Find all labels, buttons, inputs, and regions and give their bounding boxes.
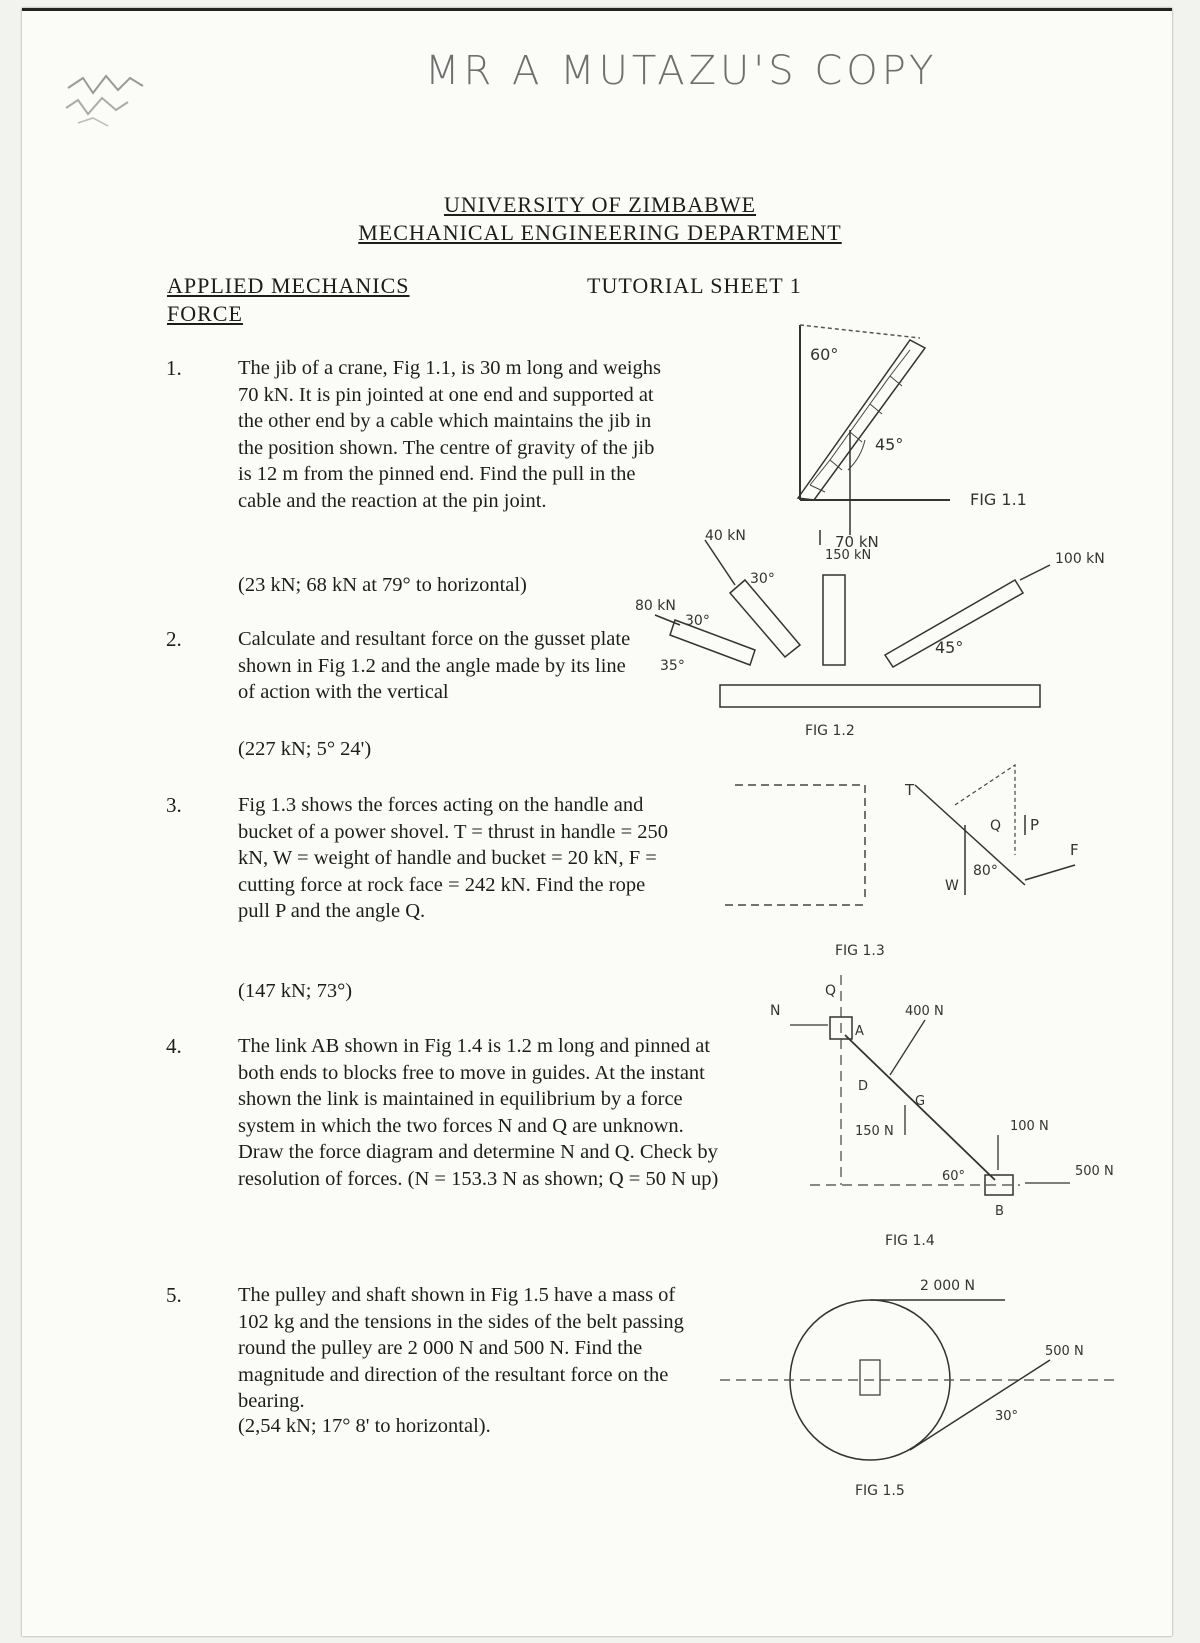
force-label: T	[905, 781, 915, 799]
question-number: 5.	[166, 1283, 182, 1307]
force-label: 40 kN	[705, 528, 746, 544]
topic-title: FORCE	[167, 301, 243, 326]
angle-label: 30°	[685, 613, 710, 629]
force-label: 2 000 N	[920, 1278, 976, 1294]
handle-line	[915, 785, 1025, 885]
question-number: 2.	[166, 627, 182, 651]
course-title: APPLIED MECHANICS	[167, 273, 410, 298]
angle-label: 60°	[942, 1169, 966, 1184]
figure-1-2-gusset-plate	[635, 525, 1135, 770]
figure-caption: FIG 1.4	[885, 1233, 935, 1249]
force-label: W	[945, 878, 959, 894]
force-label: N	[770, 1003, 781, 1019]
force-label: 400 N	[905, 1004, 944, 1019]
figure-caption: FIG 1.1	[970, 490, 1027, 509]
force-label: F	[1070, 841, 1079, 859]
question-text: Fig 1.3 shows the forces acting on the handle and bucket of a power shovel. T = thrust in handle = 250 kN, W = weight of handle and bucket = 20 kN, F = cutting force at rock face = 242 kN. Find the rope pull P and the angle Q.	[238, 794, 669, 923]
figure-1-5-pulley	[720, 1265, 1130, 1505]
figure-1-4-link	[770, 975, 1130, 1250]
angle-label: 45°	[935, 638, 964, 657]
question-text: The link AB shown in Fig 1.4 is 1.2 m long and pinned at both ends to blocks free to move in guides. At the instant shown the link is maintained in equilibrium by a force system in which the two forces N and Q are unknown. Draw the force diagram and determine N and Q. Check by resolution of forces. (N = 153.3 N as shown; Q = 50 N up)	[238, 1035, 719, 1190]
scribble-mark	[58, 48, 158, 133]
university-heading: UNIVERSITY OF ZIMBABWE	[443, 192, 757, 217]
force-label: 150 N	[855, 1124, 894, 1139]
force-label: 500 N	[1075, 1164, 1114, 1179]
question-number: 3.	[166, 793, 182, 817]
angle-label: 60°	[810, 345, 839, 364]
point-label: G	[915, 1094, 926, 1109]
force-label: 80 kN	[635, 598, 676, 614]
angle-label: 30°	[995, 1409, 1019, 1424]
force-label: P	[1030, 816, 1040, 834]
force-label: 100 N	[1010, 1119, 1049, 1134]
question-answer: (147 kN; 73°)	[238, 980, 353, 1002]
force-label: Q	[825, 983, 837, 999]
angle-label: Q	[990, 818, 1002, 834]
angle-label: 45°	[875, 435, 904, 454]
force-label: 100 kN	[1055, 551, 1105, 567]
point-label: B	[995, 1204, 1004, 1219]
sheet-title: TUTORIAL SHEET 1	[587, 273, 802, 298]
figure-caption: FIG 1.5	[855, 1483, 905, 1499]
question-number: 4.	[166, 1034, 182, 1058]
question-text: The pulley and shaft shown in Fig 1.5 have a mass of 102 kg and the tensions in the sides of the belt passing round the pulley are 2 000 N and 500 N. Find the magnitude and direction of the resultant force on the bearing.	[238, 1284, 684, 1413]
angle-label: 30°	[750, 571, 775, 587]
handwritten-copy-note: MR A MUTAZU'S COPY	[425, 48, 938, 94]
cable-line	[800, 325, 920, 338]
question-answer: (227 kN; 5° 24')	[238, 738, 372, 760]
point-label: A	[855, 1024, 864, 1039]
department-heading: MECHANICAL ENGINEERING DEPARTMENT	[358, 220, 842, 245]
angle-label: 80°	[973, 863, 998, 879]
figure-1-1-crane	[780, 320, 1070, 540]
force-label: 70 kN	[835, 533, 879, 551]
question-answer: (2,54 kN; 17° 8' to horizontal).	[238, 1415, 491, 1437]
question-number: 1.	[166, 356, 182, 380]
angled-member	[730, 580, 800, 657]
question-text: The jib of a crane, Fig 1.1, is 30 m long and weighs 70 kN. It is pin jointed at one end and supported at the other end by a cable which maintains the jib in the position shown. The centre of gravity of the jib is 12 m from the pinned end. Find the pull in the cable and the reaction at the pin joint.	[238, 357, 662, 512]
figure-caption: FIG 1.2	[805, 723, 855, 739]
question-answer: (23 kN; 68 kN at 79° to horizontal)	[238, 574, 527, 596]
vertical-member	[823, 575, 845, 665]
angle-label: 35°	[660, 658, 685, 674]
base-plate	[720, 685, 1040, 707]
figure-caption: FIG 1.3	[835, 943, 885, 959]
question-text: Calculate and resultant force on the gusset plate shown in Fig 1.2 and the angle made by its line of action with the vertical	[238, 628, 631, 704]
point-label: D	[858, 1079, 869, 1094]
force-label: 500 N	[1045, 1344, 1084, 1359]
figure-1-3-power-shovel	[725, 775, 1095, 965]
force-label: 150 kN	[825, 548, 872, 563]
